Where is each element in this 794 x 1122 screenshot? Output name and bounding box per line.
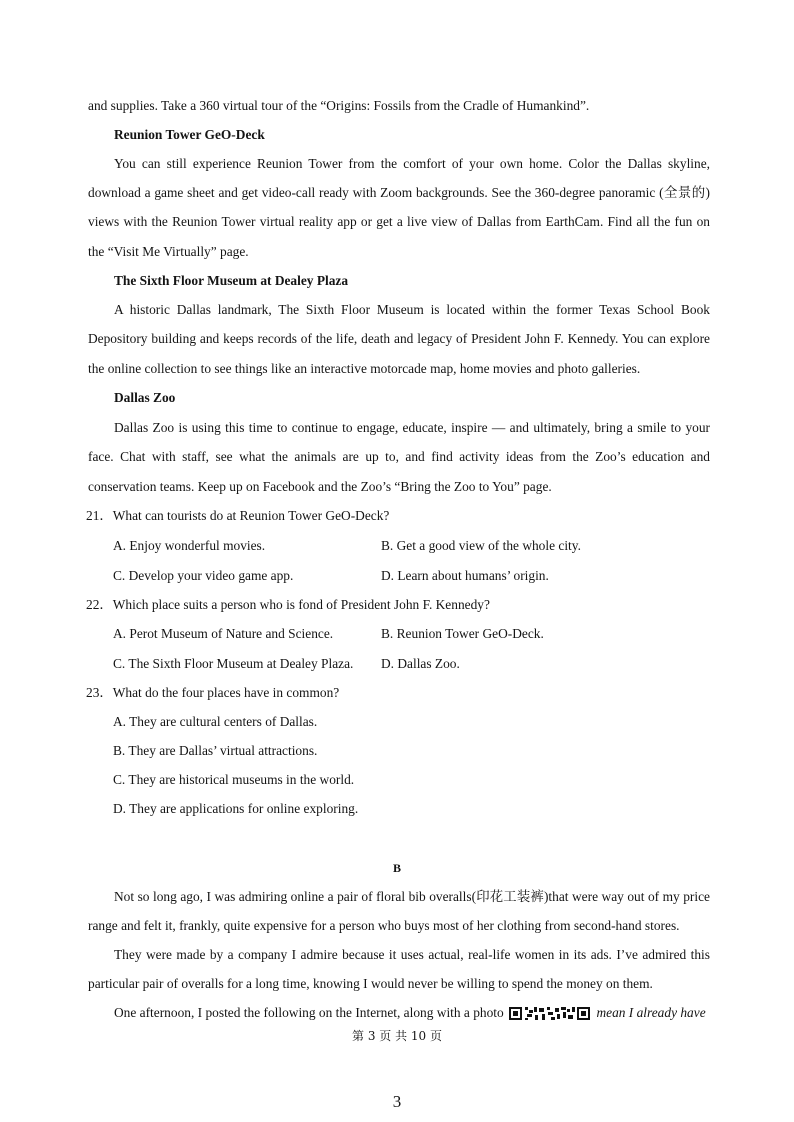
question-22-stem: 22．Which place suits a person who is fond of President John F. Kennedy? (86, 597, 490, 612)
question-21-option-a: A. Enjoy wonderful movies. (113, 538, 266, 553)
question-22-option-d: D. Dallas Zoo. (381, 656, 460, 671)
passage-b-line-1: Not so long ago, I was admiring online a pair of floral bib overalls(印花工装裤)that were way out of my price (114, 889, 710, 904)
reunion-line-1: You can still experience Reunion Tower from the comfort of your own home. Color the Dallas skyline, (114, 156, 710, 171)
passage-b-line-3: They were made by a company I admire because it uses actual, real-life women in its ads. I’ve admired this (114, 947, 710, 962)
question-21-option-d: D. Learn about humans’ origin. (381, 568, 549, 583)
question-23-stem: 23．What do the four places have in common? (86, 685, 340, 700)
sixth-floor-heading: The Sixth Floor Museum at Dealey Plaza (114, 273, 349, 288)
sixth-floor-line-2: Depository building and keeps records of the life, death and legacy of President John F. Kennedy. You can explore (88, 331, 710, 346)
page-number: 3 (392, 1092, 402, 1111)
question-22-option-b: B. Reunion Tower GeO-Deck. (381, 626, 544, 641)
question-21-option-c: C. Develop your video game app. (113, 568, 294, 583)
question-21-option-b: B. Get a good view of the whole city. (381, 538, 581, 553)
sixth-floor-line-3: the online collection to see things like an interactive motorcade map, home movies and photo galleries. (88, 361, 641, 376)
passage-b-label: B (392, 861, 401, 875)
reunion-line-2: download a game sheet and get video-call ready with Zoom backgrounds. See the 360-degree panoramic (全景的) (88, 185, 710, 200)
passage-a-intro-tail: and supplies. Take a 360 virtual tour of the “Origins: Fossils from the Cradle of Humankind”. (88, 98, 590, 113)
question-21-stem: 21．What can tourists do at Reunion Tower GeO-Deck? (86, 508, 390, 523)
qr-code-watermark-icon (509, 1006, 591, 1022)
zoo-heading: Dallas Zoo (114, 390, 176, 405)
zoo-line-2: face. Chat with staff, see what the animals are up to, and find activity ideas from the Zoo’s education and (88, 449, 710, 464)
passage-b-line-5-end: mean I already have (596, 1005, 706, 1020)
reunion-line-3: views with the Reunion Tower virtual reality app or get a live view of Dallas from EarthCam. Find all the fun on (88, 214, 710, 229)
question-23-option-d: D. They are applications for online exploring. (113, 801, 359, 816)
zoo-line-3: conservation teams. Keep up on Facebook and the Zoo’s “Bring the Zoo to You” page. (88, 479, 552, 494)
passage-b-line-5-start: One afternoon, I posted the following on the Internet, along with a photo (114, 1005, 504, 1020)
question-22-option-c: C. The Sixth Floor Museum at Dealey Plaza. (113, 656, 354, 671)
passage-b-line-5 (114, 1004, 706, 1022)
page-footer-info: 第 3 页 共 10 页 (352, 1029, 442, 1043)
reunion-line-4: the “Visit Me Virtually” page. (88, 244, 249, 259)
question-23-option-c: C. They are historical museums in the world. (113, 772, 355, 787)
passage-b-line-4: particular pair of overalls for a long time, knowing I would never be willing to spend the money on them. (88, 976, 653, 991)
sixth-floor-line-1: A historic Dallas landmark, The Sixth Floor Museum is located within the former Texas School Book (114, 302, 710, 317)
passage-b-line-2: range and felt it, frankly, quite expensive for a person who buys most of her clothing from second-hand stores. (88, 918, 680, 933)
reunion-heading: Reunion Tower GeO-Deck (114, 127, 265, 142)
question-22-option-a: A. Perot Museum of Nature and Science. (113, 626, 334, 641)
question-23-option-b: B. They are Dallas’ virtual attractions. (113, 743, 318, 758)
zoo-line-1: Dallas Zoo is using this time to continue to engage, educate, inspire — and ultimately, bring a smile to your (114, 420, 710, 435)
question-23-option-a: A. They are cultural centers of Dallas. (113, 714, 318, 729)
